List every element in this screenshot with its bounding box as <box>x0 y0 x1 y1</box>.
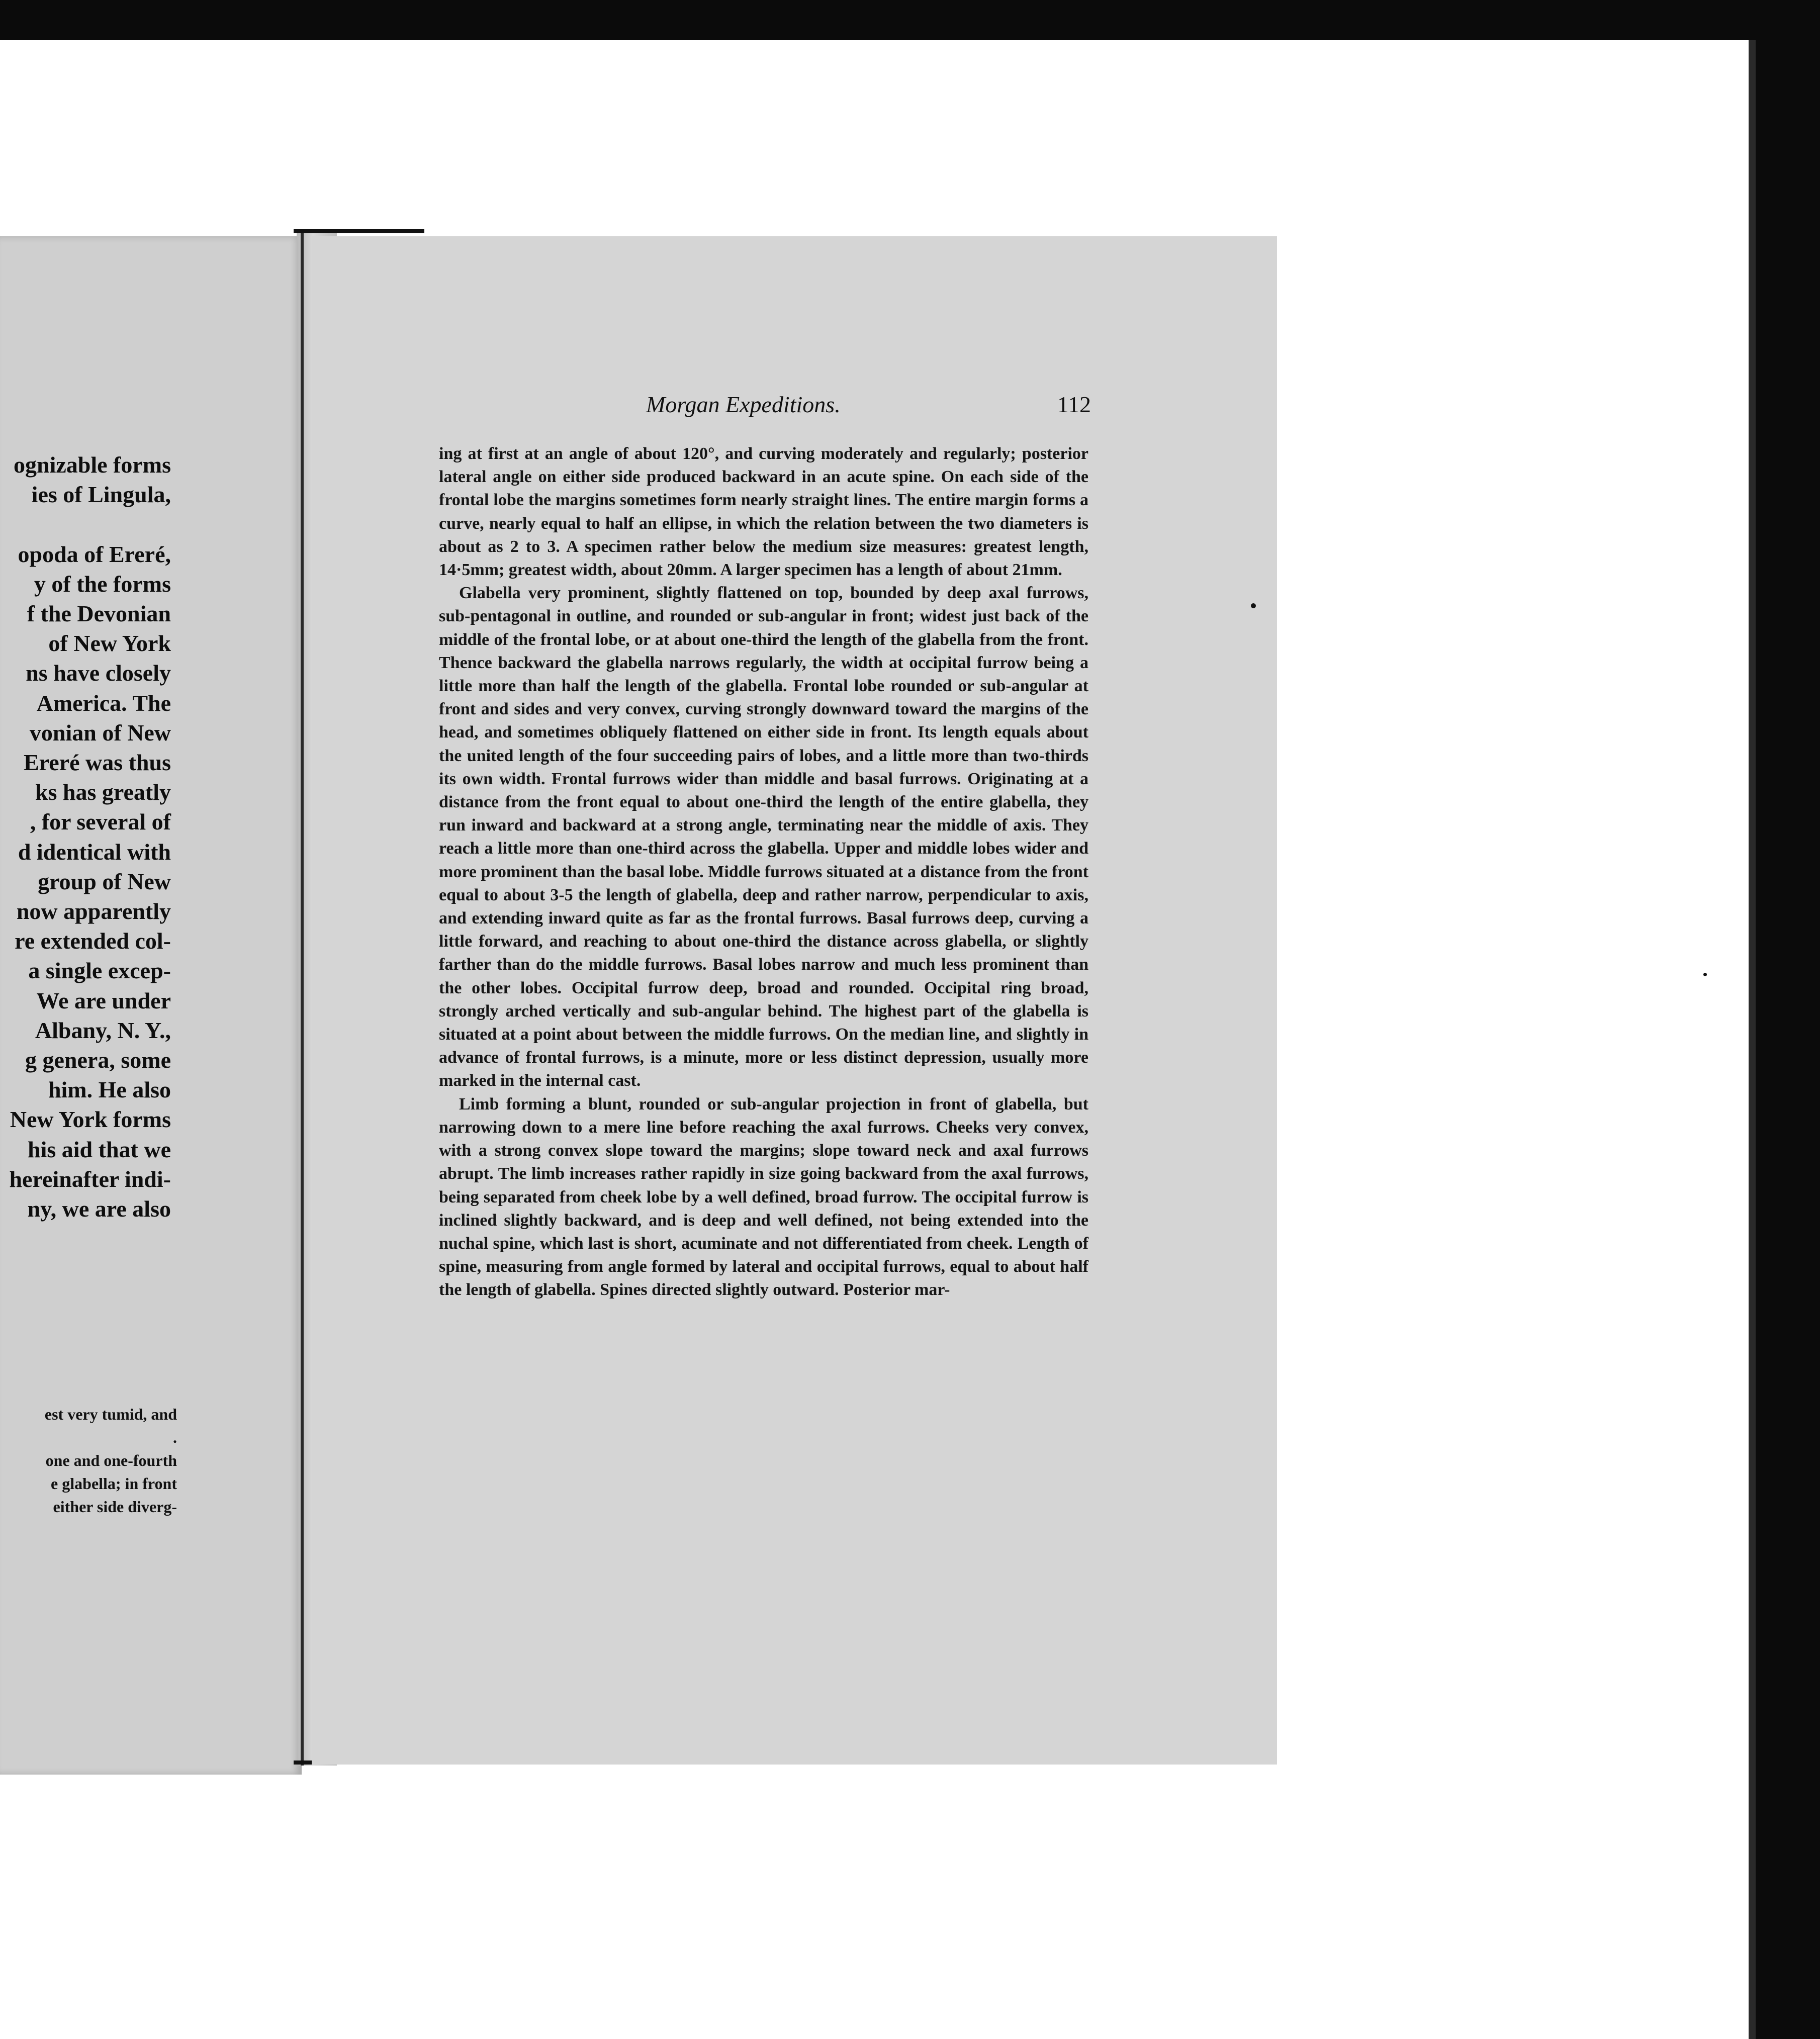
left-page-line: his aid that we <box>28 1136 171 1162</box>
dust-speck <box>1251 603 1256 608</box>
left-page-line: f the Devonian <box>27 601 171 626</box>
running-header <box>646 391 1091 421</box>
left-footnote-line: . <box>173 1428 177 1446</box>
paragraph-glabella: Glabella very prominent, slightly flattened on top, bounded by deep axal furrows, sub-pentagonal in outline, and rounded or sub-angular in front; widest just back of the middle of the frontal lobe, or at about one-third the length of the glabella from the front. Thence backward the glabella narrows regularly, the width at occipital furrow being a little more than half the length of the glabella. Frontal lobe rounded or sub-angular at front and sides and very convex, curving strongly downward toward the margins of the head, and sometimes obliquely flattened on either side in front. Its length equals about the united length of the four succeeding pairs of lobes, and a little more than two-thirds its own width. Frontal furrows wider than middle and basal furrows. Originating at a distance from the front equal to about one-third the length of the entire glabella, they run inward and backward at a strong angle, terminating near the middle of axis. They reach a little more than one-third across the glabella. Upper and middle lobes wider and more prominent than the basal lobe. Middle furrows situated at a distance from the front equal to about 3-5 the length of glabella, deep and rather narrow, perpendicular to axis, and extending inward quite as far as the frontal furrows. Basal furrows deep, curving a little forward, and reaching to about one-third the distance across glabella, or slightly farther than do the middle furrows. Basal lobes narrow and much less prominent than the other lobes. Occipital furrow deep, broad and rounded. Occipital ring broad, strongly arched vertically and sub-angular behind. The highest part of the glabella is situated at a point about between the middle furrows. On the median line, and slightly in advance of frontal furrows, is a minute, more or less distinct depression, usually more marked in the internal cast. <box>439 584 1088 1090</box>
page-number: 112 <box>1057 392 1091 417</box>
left-page-line: America. The <box>36 690 171 716</box>
left-page-line: group of New <box>38 868 171 894</box>
left-page-line: ies of Lingula, <box>31 482 171 508</box>
left-page-line: , for several of <box>30 809 171 835</box>
left-footnote-line: either side diverg- <box>53 1498 177 1516</box>
left-page-line: Ereré was thus <box>23 750 171 775</box>
scan-edge-inner <box>1749 40 1756 2039</box>
left-page-line: re extended col- <box>15 928 171 954</box>
left-page-line: Albany, N. Y., <box>35 1017 171 1043</box>
scan-edge-right <box>1754 40 1820 2039</box>
left-page-line: ny, we are also <box>27 1196 171 1222</box>
left-page-line: him. He also <box>48 1077 171 1103</box>
left-page-line: opoda of Ereré, <box>18 541 171 567</box>
dust-speck <box>1703 973 1707 976</box>
left-page-line: d identical with <box>18 839 171 865</box>
left-page-line: vonian of New <box>29 719 171 746</box>
left-page-line: ks has greatly <box>35 779 171 805</box>
left-page-line: of New York <box>48 630 171 657</box>
left-page <box>0 236 302 1775</box>
left-page-line: y of the forms <box>34 571 171 597</box>
paragraph-continuation: ing at first at an angle of about 120°, and curving moderately and regularly; posterior lateral angle on either side produced backward in an acute spine. On each side of the frontal lobe the margins sometimes form nearly straight lines. The entire margin forms a curve, nearly equal to half an ellipse, in which the relation between the two diameters is about as 2 to 3. A specimen rather below the medium size measures: greatest length, 14·5mm; greatest width, about 20mm. A larger specimen has a length of about 21mm. <box>439 444 1088 580</box>
scan-edge-top <box>0 0 1820 40</box>
left-page-line: a single excep- <box>28 958 171 984</box>
paragraph-limb: Limb forming a blunt, rounded or sub-angular projection in front of glabella, but narrowing down to a mere line before reaching the axal furrows. Cheeks very convex, with a strong convex slope toward the margins; slope toward neck and axal furrows abrupt. The limb increases rather rapidly in size going backward from the axal furrows, being separated from cheek lobe by a well defined, broad furrow. The occipital furrow is inclined slightly backward, and is deep and well defined, not being extended into the nuchal spine, which last is short, acuminate and not differentiated from cheek. Length of spine, measuring from angle formed by lateral and occipital furrows, equal to about half the length of glabella. Spines directed slightly outward. Posterior mar- <box>439 1094 1088 1300</box>
left-footnote-line: one and one-fourth <box>45 1451 177 1469</box>
body-text <box>439 442 1088 1302</box>
left-page-line: New York forms <box>10 1106 171 1133</box>
left-page-line: now apparently <box>16 898 171 924</box>
header-title: Morgan Expeditions. <box>646 392 841 417</box>
left-page-line: We are under <box>36 987 171 1013</box>
left-page-line: ognizable forms <box>13 452 171 478</box>
left-footnote-line: est very tumid, and <box>44 1405 177 1423</box>
left-footnote-line: e glabella; in front <box>51 1474 177 1493</box>
left-page-line: ns have closely <box>26 660 171 686</box>
left-page-line: g genera, some <box>25 1047 171 1073</box>
left-page-line: hereinafter indi- <box>9 1166 171 1192</box>
